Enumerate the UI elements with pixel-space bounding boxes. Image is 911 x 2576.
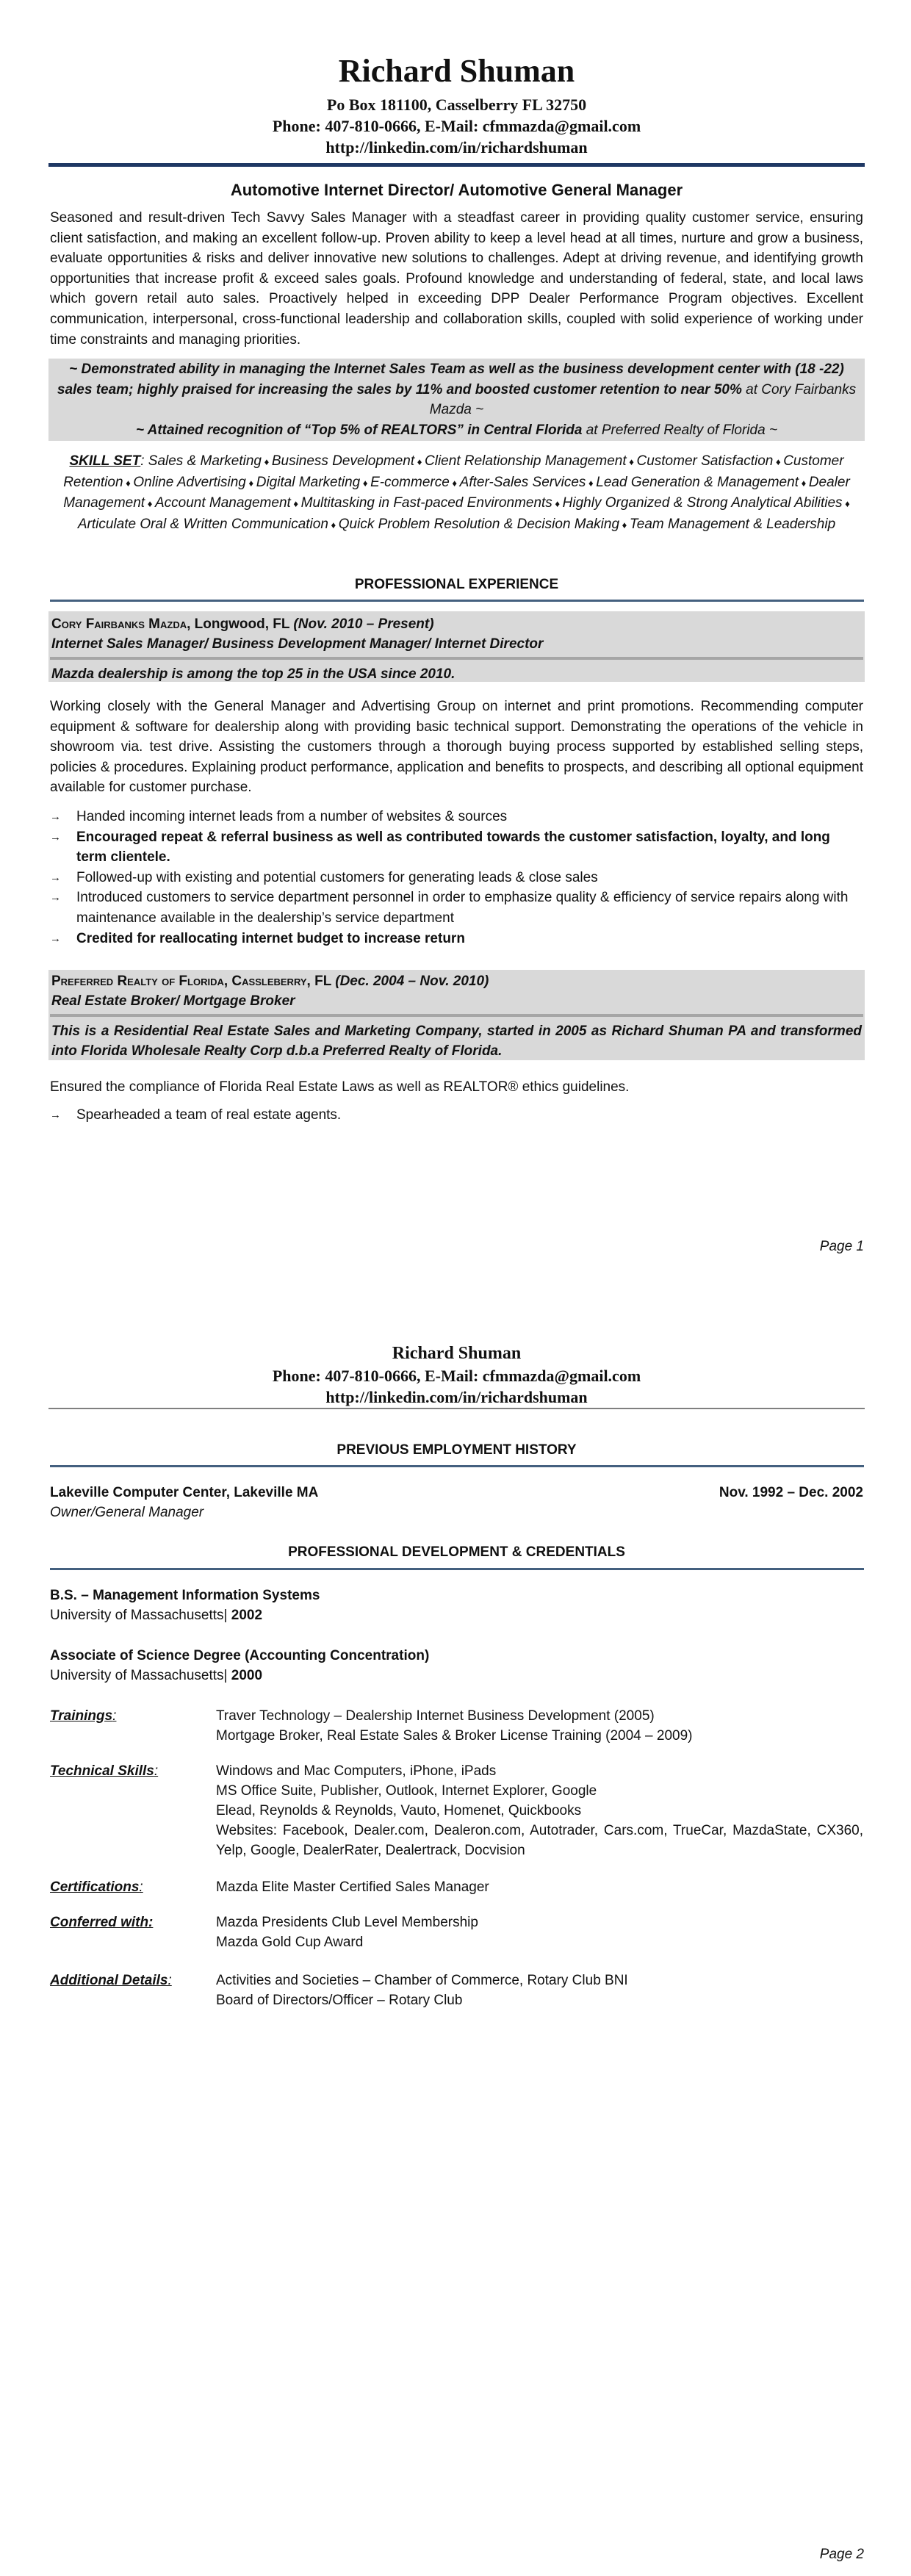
skill-item: Business Development bbox=[271, 453, 415, 469]
bullet-text: Followed-up with existing and potential customers for generating leads & close sales bbox=[76, 869, 598, 885]
credential-label-colon: : bbox=[112, 1708, 117, 1724]
address: Po Box 181100, Casselberry FL 32750 bbox=[326, 96, 587, 114]
bullet-diamond-icon: ♦ bbox=[842, 498, 850, 510]
job-note: This is a Residential Real Estate Sales and Marketing Company, started in 2005 as Richard Shuman PA and transformed into Florida Wholesale Realty Corp d.b.a Preferred Realty of Florida. bbox=[51, 1023, 862, 1059]
skill-item: Digital Marketing bbox=[256, 474, 361, 490]
credential-row bbox=[50, 1913, 863, 1952]
bullet-text: Credited for reallocating internet budget to increase return bbox=[76, 930, 465, 946]
phone-email: Phone: 407-810-0666, E-Mail: cfmmazda@gmail.com bbox=[272, 117, 641, 135]
graduation-year: 2002 bbox=[227, 1608, 263, 1623]
job-dates: (Nov. 2010 – Present) bbox=[293, 616, 434, 632]
linkedin-link[interactable]: http://linkedin.com/in/richardshuman bbox=[325, 138, 588, 156]
highlights-box bbox=[48, 359, 865, 441]
company-name: Preferred Realty of Florida, Cassleberry bbox=[51, 974, 307, 989]
credential-value: Mazda Elite Master Certified Sales Manager bbox=[216, 1879, 489, 1895]
credential-row bbox=[50, 1971, 863, 2010]
skill-item: After-Sales Services bbox=[459, 474, 586, 490]
credential-label-colon: : bbox=[154, 1763, 159, 1779]
highlight-1: ~ Demonstrated ability in managing the Internet Sales Team as well as the business development center with (18 -22) sales team; highly praised for increasing the sales by 11% and boosted customer retention to near 50% bbox=[57, 361, 844, 397]
bullet-diamond-icon: ♦ bbox=[414, 456, 425, 467]
skill-item: E-commerce bbox=[370, 474, 450, 490]
credential-row bbox=[50, 1877, 863, 1897]
credential-label-colon: : bbox=[139, 1879, 143, 1895]
bullet-diamond-icon: ♦ bbox=[261, 456, 272, 467]
highlight-1-employer: at Cory Fairbanks Mazda ~ bbox=[429, 381, 857, 417]
section-heading-experience: PROFESSIONAL EXPERIENCE bbox=[354, 577, 559, 592]
credential-label bbox=[50, 1706, 116, 1726]
header-divider bbox=[48, 1408, 865, 1409]
graduation-year: 2000 bbox=[227, 1668, 263, 1683]
skill-item: Multitasking in Fast-paced Environments bbox=[300, 495, 552, 511]
degree: Associate of Science Degree (Accounting Concentration) bbox=[50, 1648, 430, 1663]
job-header-separator bbox=[50, 657, 863, 660]
job-title: Internet Sales Manager/ Business Development Manager/ Internet Director bbox=[51, 636, 544, 652]
credential-row bbox=[50, 1761, 863, 1860]
skill-item: Quick Problem Resolution & Decision Making bbox=[338, 516, 620, 532]
skill-item: Team Management & Leadership bbox=[629, 516, 836, 532]
headline: Automotive Internet Director/ Automotive General Manager bbox=[230, 181, 683, 199]
bullet-item bbox=[50, 827, 863, 868]
job-header-preferred-realty bbox=[48, 970, 865, 1060]
bullet-text: Handed incoming internet leads from a number of websites & sources bbox=[76, 809, 508, 824]
credential-label-text: Certifications bbox=[50, 1879, 140, 1895]
credential-label-text: Trainings bbox=[50, 1708, 113, 1724]
bullet-item bbox=[50, 868, 863, 888]
credential-label bbox=[50, 1877, 143, 1897]
credential-label bbox=[50, 1913, 153, 1932]
bullet-diamond-icon: ♦ bbox=[290, 498, 301, 510]
job-header-cory-fairbanks bbox=[48, 611, 865, 682]
section-divider bbox=[50, 1465, 864, 1467]
bullet-diamond-icon: ♦ bbox=[360, 477, 371, 489]
prev-job-title: Owner/General Manager bbox=[50, 1505, 204, 1520]
prev-job-company: Lakeville Computer Center, Lakeville MA bbox=[50, 1485, 319, 1500]
credential-label-text: Technical Skills bbox=[50, 1763, 154, 1779]
skill-item: Articulate Oral & Written Communication bbox=[77, 516, 328, 532]
bullet-item bbox=[50, 1105, 863, 1126]
page-number: Page 1 bbox=[819, 1239, 864, 1254]
bullet-item bbox=[50, 807, 863, 827]
credential-value: MS Office Suite, Publisher, Outlook, Internet Explorer, Google bbox=[216, 1783, 597, 1799]
credential-row bbox=[50, 1706, 863, 1746]
credential-value: Websites: Facebook, Dealer.com, Dealeron.com, Autotrader, Cars.com, TrueCar, MazdaState, CX360, Yelp, Google, DealerRater, Dealertrack, Docvision bbox=[216, 1823, 863, 1858]
phone-email: Phone: 407-810-0666, E-Mail: cfmmazda@gmail.com bbox=[272, 1367, 641, 1385]
bullet-diamond-icon: ♦ bbox=[773, 456, 784, 467]
credential-value: Traver Technology – Dealership Internet Business Development (2005) bbox=[216, 1708, 655, 1724]
school: University of Massachusetts| bbox=[50, 1668, 228, 1683]
skill-item: Online Advertising bbox=[133, 474, 246, 490]
skill-set-colon: : bbox=[140, 453, 148, 469]
highlight-2-employer: at Preferred Realty of Florida ~ bbox=[582, 422, 778, 438]
summary-paragraph: Seasoned and result-driven Tech Savvy Sales Manager with a steadfast career in providing quality customer service, ensuring client satisfaction, and making an excellent follow-up. Proven ability to keep a level head at all times, nurture and grow a business, evaluate opportunities & risks and deliver innovative new solutions to challenges. Adept at driving revenue, and identifying growth opportunities that increase profit & exceed sales goals. Profound knowledge and understanding of federal, state, and local laws which govern retail auto sales. Proactively helped in exceeding DPP Dealer Performance Program objectives. Excellent communication, interpersonal, cross-functional leadership and collaboration skills, coupled with solid experience of working under time constraints and managing priorities. bbox=[50, 210, 863, 348]
credential-value: Elead, Reynolds & Reynolds, Vauto, Homenet, Quickbooks bbox=[216, 1803, 582, 1818]
section-divider bbox=[50, 600, 864, 602]
bullet-diamond-icon: ♦ bbox=[626, 456, 637, 467]
arrow-bullet-icon: → bbox=[50, 1109, 61, 1121]
job-bullets bbox=[50, 807, 863, 949]
bullet-diamond-icon: ♦ bbox=[552, 498, 563, 510]
arrow-bullet-icon: → bbox=[50, 810, 61, 823]
credential-value: Activities and Societies – Chamber of Commerce, Rotary Club BNI bbox=[216, 1973, 628, 1988]
highlight-2: ~ Attained recognition of “Top 5% of REALTORS” in Central Florida bbox=[135, 422, 583, 438]
arrow-bullet-icon: → bbox=[50, 871, 61, 884]
bullet-text: Introduced customers to service department personnel in order to emphasize quality & efficiency of service repairs along with maintenance available in the dealership’s service department bbox=[76, 890, 849, 926]
credential-label-colon: : bbox=[168, 1973, 172, 1988]
bullet-diamond-icon: ♦ bbox=[145, 498, 155, 510]
bullet-item bbox=[50, 929, 863, 949]
job-dates: (Dec. 2004 – Nov. 2010) bbox=[335, 974, 489, 989]
bullet-text: Encouraged repeat & referral business as well as contributed towards the customer satisfaction, loyalty, and long term clientele. bbox=[76, 829, 830, 866]
credential-value: Windows and Mac Computers, iPhone, iPads bbox=[216, 1763, 497, 1779]
school: University of Massachusetts| bbox=[50, 1608, 228, 1623]
section-heading-development: PROFESSIONAL DEVELOPMENT & CREDENTIALS bbox=[288, 1544, 625, 1560]
company-location: , FL bbox=[306, 974, 336, 989]
bullet-diamond-icon: ♦ bbox=[123, 477, 134, 489]
job-header-separator bbox=[50, 1014, 863, 1017]
bullet-diamond-icon: ♦ bbox=[586, 477, 597, 489]
linkedin-link[interactable]: http://linkedin.com/in/richardshuman bbox=[325, 1388, 588, 1406]
bullet-text: Spearheaded a team of real estate agents. bbox=[76, 1107, 342, 1123]
arrow-bullet-icon: → bbox=[50, 891, 61, 904]
skill-item: Highly Organized & Strong Analytical Abilities bbox=[562, 495, 843, 511]
credential-label bbox=[50, 1761, 158, 1781]
job-description: Ensured the compliance of Florida Real Estate Laws as well as REALTOR® ethics guidelines. bbox=[50, 1079, 630, 1095]
skill-item: Account Management bbox=[154, 495, 291, 511]
header-divider bbox=[48, 163, 865, 167]
skill-item: Sales & Marketing bbox=[148, 453, 262, 469]
arrow-bullet-icon: → bbox=[50, 932, 61, 945]
candidate-name: Richard Shuman bbox=[338, 53, 575, 89]
section-heading-previous-employment: PREVIOUS EMPLOYMENT HISTORY bbox=[336, 1442, 577, 1458]
credential-label-text: Additional Details bbox=[50, 1973, 168, 1988]
job-bullets bbox=[50, 1105, 863, 1126]
credential-label bbox=[50, 1971, 172, 1990]
skill-set bbox=[50, 451, 863, 535]
bullet-diamond-icon: ♦ bbox=[798, 477, 809, 489]
arrow-bullet-icon: → bbox=[50, 830, 61, 843]
skill-item: Client Relationship Management bbox=[425, 453, 627, 469]
page-number: Page 2 bbox=[819, 2547, 864, 2562]
education-entry bbox=[50, 1646, 863, 1685]
bullet-item bbox=[50, 888, 863, 928]
skill-item: Dealer Management bbox=[63, 474, 850, 511]
skill-item: Lead Generation & Management bbox=[596, 474, 799, 490]
job-description: Working closely with the General Manager and Advertising Group on internet and print promotions. Recommending computer equipment & software for dealership along with providing basic technical support. Demonstrating the operations of the vehicle in showroom via. test drive. Assisting the customers through a thorough buying process supported by established selling steps, policies & procedures. Explaining product performance, application and benefits to prospects, and describing all optional equipment available for customer purchase. bbox=[50, 699, 863, 796]
company-name: Cory Fairbanks Mazda bbox=[51, 616, 187, 632]
degree: B.S. – Management Information Systems bbox=[50, 1588, 320, 1603]
credential-value: Mazda Gold Cup Award bbox=[216, 1935, 364, 1950]
bullet-diamond-icon: ♦ bbox=[619, 519, 630, 530]
job-title: Real Estate Broker/ Mortgage Broker bbox=[51, 993, 295, 1009]
skill-item: Customer Retention bbox=[63, 453, 844, 490]
bullet-diamond-icon: ♦ bbox=[245, 477, 256, 489]
skill-set-label: SKILL SET bbox=[69, 453, 141, 469]
credential-value: Mazda Presidents Club Level Membership bbox=[216, 1915, 478, 1930]
prev-job-dates: Nov. 1992 – Dec. 2002 bbox=[719, 1485, 863, 1500]
bullet-diamond-icon: ♦ bbox=[328, 519, 339, 530]
credential-value: Board of Directors/Officer – Rotary Club bbox=[216, 1993, 463, 2008]
section-divider bbox=[50, 1568, 864, 1570]
credential-label-text: Conferred with: bbox=[50, 1915, 154, 1930]
skill-item: Customer Satisfaction bbox=[636, 453, 774, 469]
education-entry bbox=[50, 1586, 863, 1625]
candidate-name: Richard Shuman bbox=[392, 1344, 522, 1363]
company-location: , Longwood, FL bbox=[187, 616, 294, 632]
job-note: Mazda dealership is among the top 25 in the USA since 2010. bbox=[51, 666, 455, 682]
credential-value: Mortgage Broker, Real Estate Sales & Broker License Training (2004 – 2009) bbox=[216, 1728, 693, 1744]
bullet-diamond-icon: ♦ bbox=[449, 477, 460, 489]
